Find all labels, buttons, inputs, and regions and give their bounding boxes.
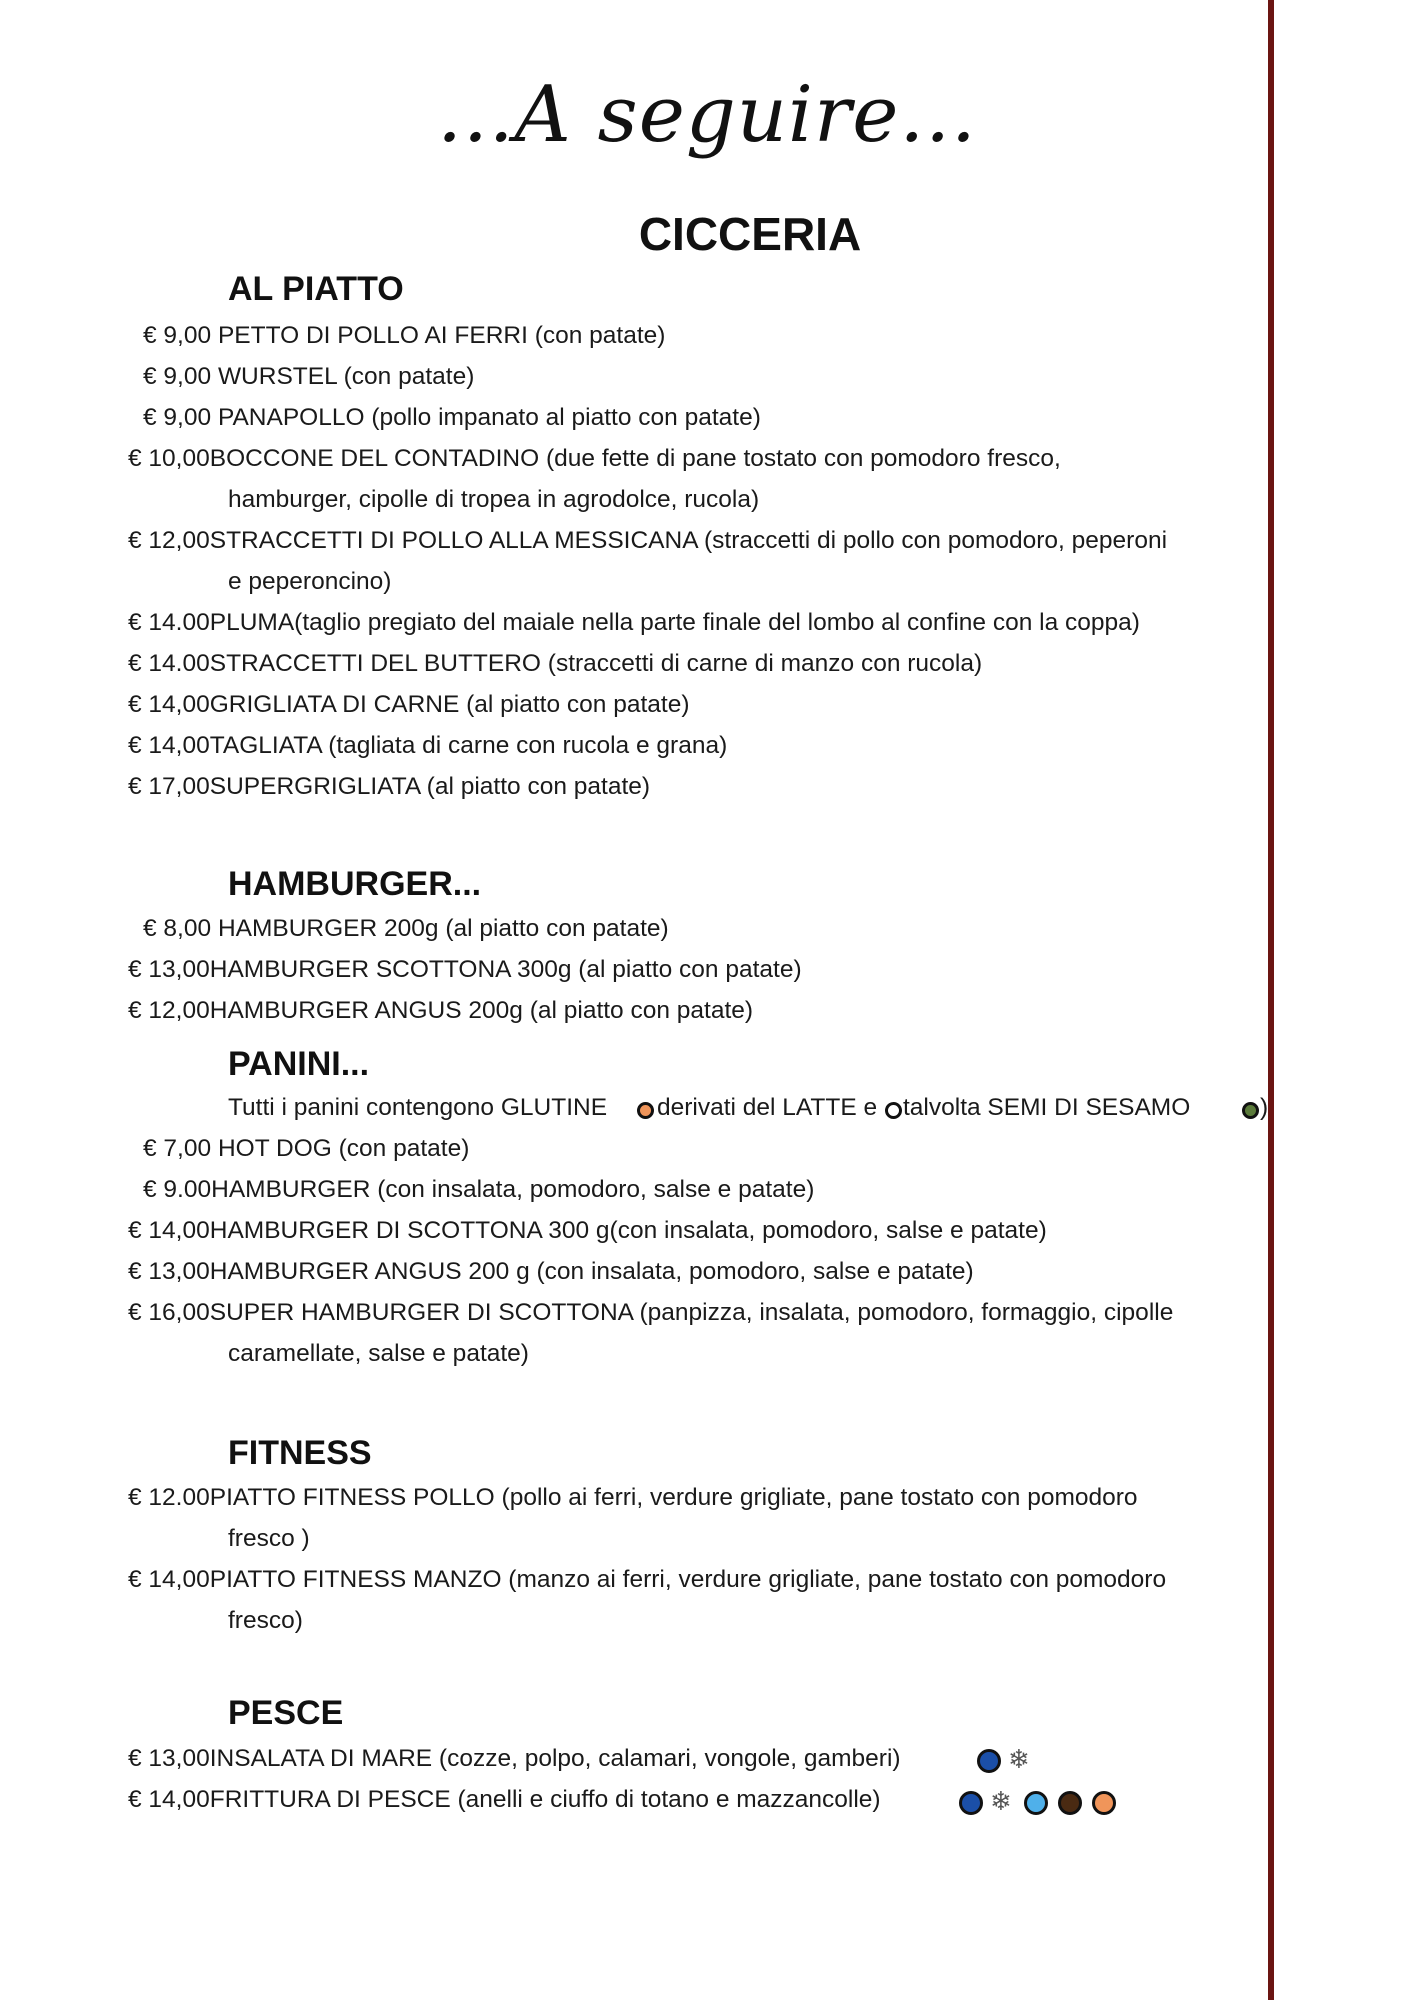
menu-item [143, 1176, 814, 1204]
item-price: € 13,00 [128, 956, 210, 983]
section-title-panini: PANINI... [228, 1045, 370, 1083]
menu-item [128, 773, 650, 801]
item-price: € 9,00 [143, 404, 212, 431]
item-price: € 9,00 [143, 363, 212, 390]
sesame-allergen-icon [1242, 1102, 1259, 1119]
mollusc-allergen-icon [977, 1749, 1001, 1773]
item-text: FRITTURA DI PESCE (anelli e ciuffo di totano e mazzancolle) [209, 1786, 881, 1813]
gluten-allergen-icon [637, 1102, 654, 1119]
menu-item [128, 1484, 1138, 1512]
menu-item [128, 997, 753, 1025]
item-text: HAMBURGER ANGUS 200g (al piatto con patate) [209, 997, 754, 1024]
item-price: € 8,00 [143, 915, 212, 942]
frozen-snowflake-icon: ❄ [1008, 1744, 1030, 1774]
item-price: € 14,00 [128, 732, 210, 759]
milk-allergen-icon [885, 1102, 902, 1119]
item-text: GRIGLIATA DI CARNE (al piatto con patate) [209, 691, 690, 718]
item-price: € 13,00 [128, 1258, 210, 1285]
item-continuation: caramellate, salse e patate) [228, 1340, 529, 1367]
item-text: HAMBURGER SCOTTONA 300g (al piatto con patate) [209, 956, 802, 983]
item-text: HAMBURGER DI SCOTTONA 300 g(con insalata, pomodoro, salse e patate) [209, 1217, 1047, 1244]
menu-item [128, 609, 1140, 637]
item-continuation: fresco ) [228, 1525, 310, 1552]
item-text: WURSTEL (con patate) [217, 363, 475, 390]
item-text: HAMBURGER ANGUS 200 g (con insalata, pomodoro, salse e patate) [209, 1258, 974, 1285]
item-text: BOCCONE DEL CONTADINO (due fette di pane tostato con pomodoro fresco, [209, 445, 1061, 472]
menu-item [128, 956, 802, 984]
menu-item [128, 1217, 1047, 1245]
item-price: € 14,00 [128, 1217, 210, 1244]
item-continuation: e peperoncino) [228, 568, 392, 595]
note-part-2: derivati del LATTE e [657, 1094, 878, 1121]
item-price: € 9.00 [143, 1176, 212, 1203]
item-text: SUPERGRIGLIATA (al piatto con patate) [209, 773, 651, 800]
script-heading: ...A seguire... [437, 70, 977, 160]
menu-item [128, 1786, 881, 1814]
item-price: € 7,00 [143, 1135, 212, 1162]
crustacean-allergen-icon [1024, 1791, 1048, 1815]
menu-item [128, 527, 1167, 555]
item-price: € 17,00 [128, 773, 210, 800]
item-price: € 16,00 [128, 1299, 210, 1326]
item-text: HOT DOG (con patate) [217, 1135, 470, 1162]
item-text: PIATTO FITNESS MANZO (manzo ai ferri, verdure grigliate, pane tostato con pomodoro [209, 1566, 1167, 1593]
mollusc-allergen-icon [959, 1791, 983, 1815]
item-price: € 12.00 [128, 1484, 210, 1511]
item-price: € 14.00 [128, 650, 210, 677]
item-text: SUPER HAMBURGER DI SCOTTONA (panpizza, insalata, pomodoro, formaggio, cipolle [209, 1299, 1174, 1326]
menu-item [128, 732, 727, 760]
item-price: € 9,00 [143, 322, 212, 349]
item-price: € 14,00 [128, 1786, 210, 1813]
allergen-note-cont [657, 1094, 877, 1122]
item-text: PETTO DI POLLO AI FERRI (con patate) [217, 322, 666, 349]
fish-allergen-icon [1058, 1791, 1082, 1815]
note-part-3: talvolta SEMI DI SESAMO [903, 1094, 1191, 1121]
item-text: STRACCETTI DEL BUTTERO (straccetti di carne di manzo con rucola) [209, 650, 983, 677]
menu-item [143, 322, 665, 350]
menu-item [143, 404, 761, 432]
item-text: HAMBURGER 200g (al piatto con patate) [217, 915, 669, 942]
item-text: TAGLIATA (tagliata di carne con rucola e grana) [209, 732, 728, 759]
section-title-fitness: FITNESS [228, 1434, 372, 1472]
allergen-note [228, 1094, 607, 1122]
item-continuation: hamburger, cipolle di tropea in agrodolce, rucola) [228, 486, 760, 513]
item-price: € 12,00 [128, 997, 210, 1024]
item-price: € 14.00 [128, 609, 210, 636]
item-price: € 10,00 [128, 445, 210, 472]
page-border-line [1268, 0, 1274, 2000]
menu-item [128, 1745, 901, 1773]
section-title-al-piatto: AL PIATTO [228, 270, 404, 308]
item-price: € 14,00 [128, 691, 210, 718]
item-price: € 12,00 [128, 527, 210, 554]
gluten-allergen-icon [1092, 1791, 1116, 1815]
menu-item [143, 915, 669, 943]
menu-item [128, 445, 1061, 473]
menu-item [143, 363, 474, 391]
frozen-snowflake-icon: ❄ [990, 1786, 1012, 1816]
allergen-note-cont2 [903, 1094, 1190, 1122]
item-price: € 13,00 [128, 1745, 210, 1772]
section-title-hamburger: HAMBURGER... [228, 865, 482, 903]
menu-item [128, 650, 982, 678]
item-text: PANAPOLLO (pollo impanato al piatto con patate) [217, 404, 761, 431]
menu-item [128, 1258, 974, 1286]
menu-item [128, 1566, 1166, 1594]
page-title: CICCERIA [638, 208, 862, 260]
allergen-note-end: ) [1260, 1094, 1269, 1121]
item-text: PIATTO FITNESS POLLO (pollo ai ferri, verdure grigliate, pane tostato con pomodoro [209, 1484, 1138, 1511]
item-text: HAMBURGER (con insalata, pomodoro, salse e patate) [211, 1176, 815, 1203]
menu-item [128, 691, 690, 719]
menu-item [128, 1299, 1173, 1327]
item-text: STRACCETTI DI POLLO ALLA MESSICANA (straccetti di pollo con pomodoro, peperoni [209, 527, 1168, 554]
section-title-pesce: PESCE [228, 1694, 344, 1732]
item-text: INSALATA DI MARE (cozze, polpo, calamari, vongole, gamberi) [209, 1745, 901, 1772]
menu-item [143, 1135, 469, 1163]
note-part-1: Tutti i panini contengono GLUTINE [228, 1094, 608, 1121]
item-text: PLUMA(taglio pregiato del maiale nella parte finale del lombo al confine con la coppa) [209, 609, 1140, 636]
item-price: € 14,00 [128, 1566, 210, 1593]
item-continuation: fresco) [228, 1607, 303, 1634]
